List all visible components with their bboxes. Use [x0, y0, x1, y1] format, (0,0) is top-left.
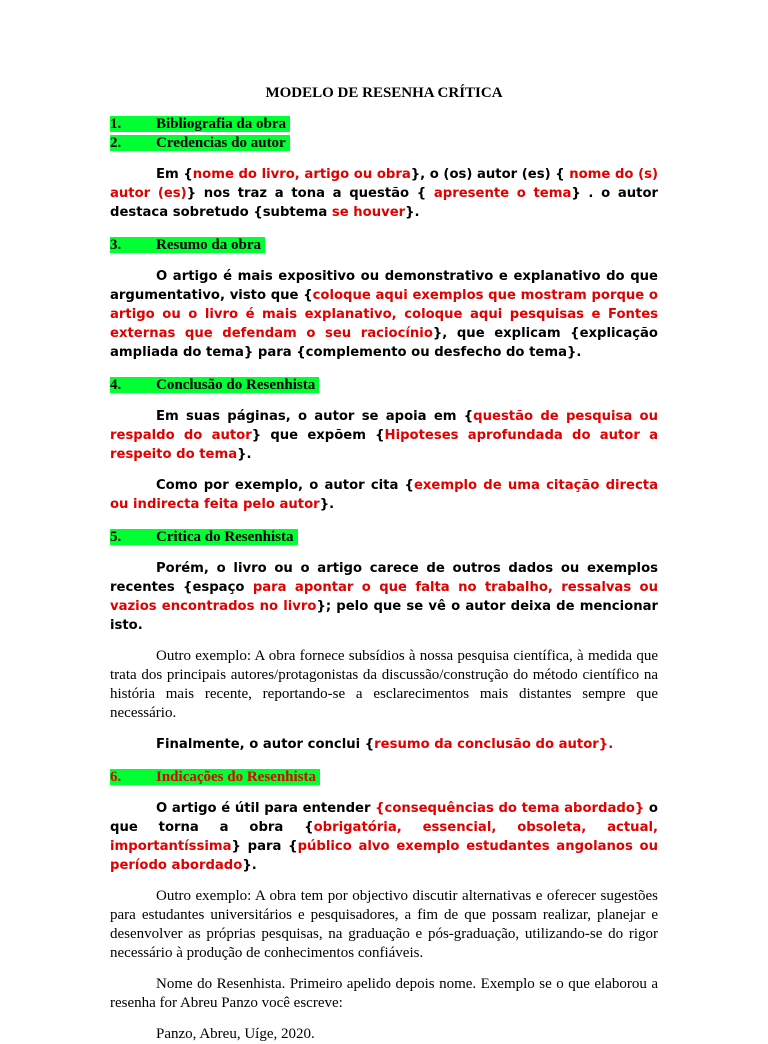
section-label: Credencias do autor: [156, 135, 286, 151]
section-number: 4.: [110, 377, 122, 393]
paragraph-signature: Panzo, Abreu, Uíge, 2020.: [156, 1026, 315, 1042]
paragraph-intro: Em {nome do livro, artigo ou obra}, o (os) autor (es) { nome do (s) autor (es)} nos traz a tona a questão { apresente o tema} . o autor destaca sobretudo {subtema se houver}.: [110, 167, 659, 220]
section-label: Critica do Resenhista: [156, 529, 294, 545]
section-heading-2: [110, 134, 658, 153]
paragraph-critique: Porém, o livro ou o artigo carece de outros dados ou exemplos recentes {espaço para apontar o que falta no trabalho, ressalvas ou vazios encontrados no livro}; pelo que se vê o autor deixa de mencionar isto.: [110, 561, 658, 633]
section-heading-1: [110, 115, 658, 134]
paragraph-critique-example: Outro exemplo: A obra fornece subsídios à nossa pesquisa científica, à medida que trata dos principais autores/protagonistas da discussão/construção do método científico na história mais recente, reportando-se a esclarecimentos mais distantes sempre que necessário.: [110, 648, 658, 721]
section-number: 3.: [110, 237, 122, 253]
paragraph-reviewer-name: Nome do Resenhista. Primeiro apelido depois nome. Exemplo se o que elaborou a resenha for Abreu Panzo você escreve:: [110, 976, 658, 1011]
section-number: 2.: [110, 135, 122, 151]
paragraph-conclusion: Em suas páginas, o autor se apoia em {questão de pesquisa ou respaldo do autor} que expõem {Hipoteses aprofundada do autor a respeito do tema}.: [110, 409, 658, 462]
section-heading-5: [110, 528, 658, 547]
document-title: MODELO DE RESENHA CRÍTICA: [265, 85, 503, 101]
section-number: 5.: [110, 529, 122, 545]
section-number: 6.: [110, 769, 122, 785]
paragraph-final: Finalmente, o autor conclui {resumo da conclusão do autor}.: [156, 737, 614, 752]
section-number: 1.: [110, 116, 122, 132]
section-heading-4: [110, 376, 658, 395]
paragraph-indication: O artigo é útil para entender {consequências do tema abordado} o que torna a obra {obrigatória, essencial, obsoleta, actual, importantíssima} para {público alvo exemplo estudantes angolanos ou período abordado}.: [110, 801, 659, 873]
section-label: Bibliografia da obra: [156, 116, 287, 132]
paragraph-summary: O artigo é mais expositivo ou demonstrativo e explanativo do que argumentativo, visto que {coloque aqui exemplos que mostram porque o artigo ou o livro é mais explanativo, coloque aqui pesquisas e Fontes externas que defendam o seu raciocínio}, que explicam {explicação ampliada do tema} para {complemento ou desfecho do tema}.: [110, 269, 658, 360]
paragraph-indication-example: Outro exemplo: A obra tem por objectivo discutir alternativas e oferecer sugestões para estudantes universitários e pesquisadores, a fim de que possam realizar, planejar e desenvolver as próprias pesquisas, na graduação e pós-graduação, utilizando-se do rigor necessário à produção de conhecimentos confiáveis.: [110, 888, 658, 961]
paragraph-example-quote: Como por exemplo, o autor cita {exemplo de uma citação directa ou indirecta feita pelo autor}.: [110, 478, 658, 512]
section-heading-3: [110, 236, 658, 255]
section-label: Resumo da obra: [156, 237, 262, 253]
section-heading-6: [110, 768, 658, 787]
section-label: Indicações do Resenhista: [156, 769, 317, 785]
document-page: [110, 84, 658, 1044]
section-label: Conclusão do Resenhista: [156, 377, 316, 393]
